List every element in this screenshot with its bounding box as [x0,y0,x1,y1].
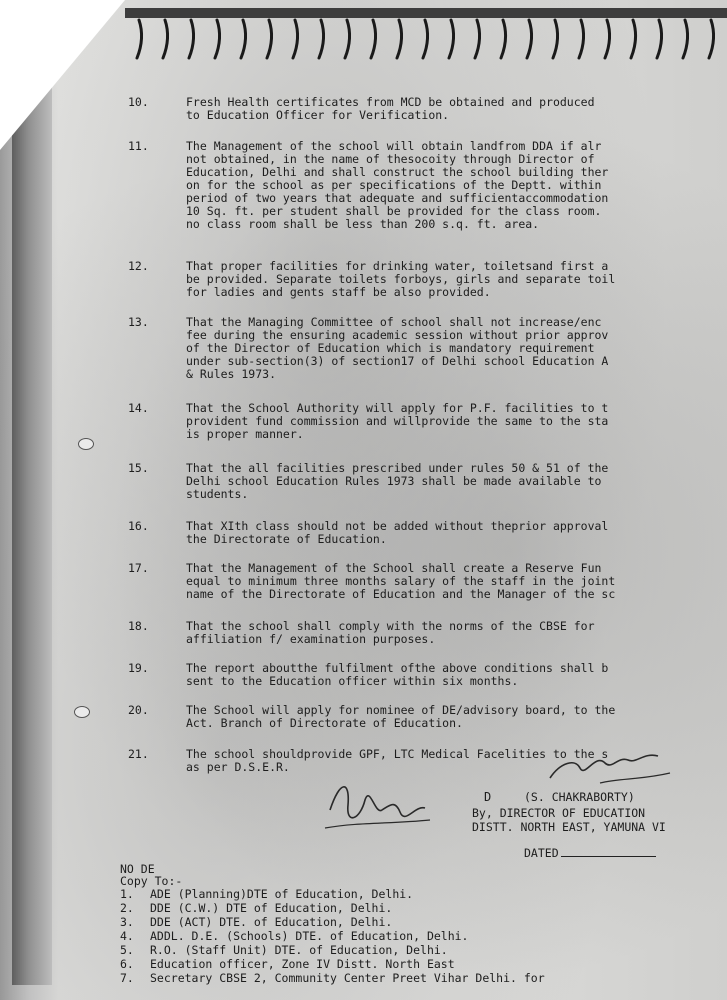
item-text: That the school shall comply with the norms of the CBSE for affiliation f/ examination purposes. [186,619,595,646]
item-text: That the Management of the School shall create a Reserve Fun equal to minimum three months salary of the staff in the joint name of the Directorate of Education and the Manager of the sc [186,561,616,601]
copy-text: ADDL. D.E. (Schools) DTE. of Education, Delhi. [150,929,469,943]
copy-text: Education officer, Zone IV Distt. North East [150,957,455,971]
copy-number: 4. [120,929,134,943]
item-text: The School will apply for nominee of DE/advisory board, to the Act. Branch of Directorate of Education. [186,703,616,730]
spiral-binding [125,18,727,62]
dated-label [524,846,656,860]
reference-number-label: NO DE [120,862,155,876]
punch-hole [74,706,90,718]
dated-blank [561,856,656,857]
copy-recipient [120,888,413,901]
copy-number: 5. [120,943,134,957]
copy-text: DDE (ACT) DTE. of Education, Delhi. [150,915,393,929]
copy-text: DDE (C.W.) DTE of Education, Delhi. [150,901,393,915]
item-number: 12. [128,259,149,273]
copy-number: 6. [120,957,134,971]
item-text: That the School Authority will apply for P.F. facilities to t provident fund commission and willprovide the same to the sta is proper manner. [186,401,609,441]
dated-text: DATED [524,846,559,860]
item-text: That XIth class should not be added without theprior approval the Directorate of Education. [186,519,609,546]
copy-recipient [120,916,392,929]
signatory-title: By, DIRECTOR OF EDUCATION [472,806,646,820]
copy-number: 3. [120,915,134,929]
copy-to-label: Copy To:- [120,874,183,888]
copy-recipient [120,930,469,943]
item-text: Fresh Health certificates from MCD be obtained and produced to Education Officer for Verification. [186,95,595,122]
item-text: The report aboutthe fulfilment ofthe above conditions shall b sent to the Education officer within six months. [186,661,609,688]
handwritten-signature-right [540,738,680,793]
item-number: 13. [128,315,149,329]
item-number: 18. [128,619,149,633]
item-number: 20. [128,703,149,717]
item-text: The school shouldprovide GPF, LTC Medical Facelities to the s as per D.S.E.R. [186,747,609,774]
item-number: 17. [128,561,149,575]
signatory-office: DISTT. NORTH EAST, YAMUNA VI [472,820,666,834]
item-text: The Management of the school will obtain landfrom DDA if alr not obtained, in the name of thesocoity through Director of Education, Delhi and shall construct the school building ther on for the school as per specifications of the Deptt. within period of two years that adequate and sufficientaccommodation 10 Sq. ft. per student shall be provided for the class room. no class room shall be less than 200 s.q. ft. area. [186,139,609,231]
folded-corner [0,0,125,150]
copy-recipient [120,958,455,971]
binder-top-bar [125,8,727,18]
copy-text: ADE (Planning)DTE of Education, Delhi. [150,887,414,901]
punch-hole [78,438,94,450]
copy-text: Secretary CBSE 2, Community Center Preet Vihar Delhi. for [150,971,545,985]
page-left-shadow [12,20,52,985]
item-number: 14. [128,401,149,415]
copy-recipient [120,944,448,957]
signatory-name: (S. CHAKRABORTY) [524,790,635,804]
item-number: 15. [128,461,149,475]
handwritten-signature-left [320,770,440,840]
item-number: 19. [128,661,149,675]
copy-recipient [120,902,392,915]
item-text: That proper facilities for drinking water, toiletsand first a be provided. Separate toilets forboys, girls and separate toil for ladies and gents staff be also provided. [186,259,616,299]
copy-number: 7. [120,971,134,985]
copy-recipient [120,972,545,985]
item-text: That the all facilities prescribed under rules 50 & 51 of the Delhi school Education Rules 1973 shall be made available to students. [186,461,609,501]
item-number: 11. [128,139,149,153]
copy-number: 1. [120,887,134,901]
signature-initial: D [484,790,492,804]
copy-text: R.O. (Staff Unit) DTE. of Education, Delhi. [150,943,448,957]
item-number: 16. [128,519,149,533]
item-number: 21. [128,747,149,761]
item-number: 10. [128,95,149,109]
item-text: That the Managing Committee of school shall not increase/enc fee during the ensuring academic session without prior approv of the Director of Education which is mandatory requirement under sub-section(3) of section17 of Delhi school Education A & Rules 1973. [186,315,609,381]
copy-number: 2. [120,901,134,915]
